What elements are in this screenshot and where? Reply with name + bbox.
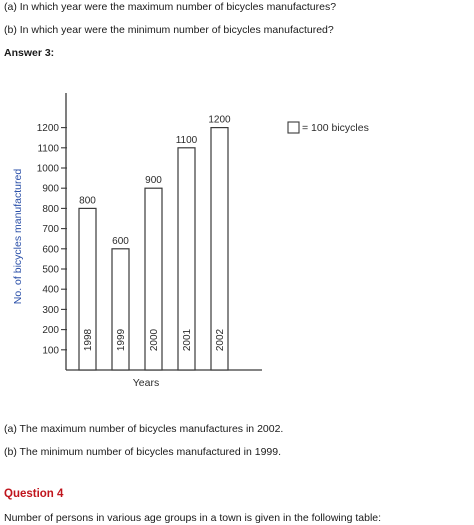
bar-category-label: 2002 [215,328,226,352]
y-tick-label: 800 [42,203,59,215]
question-4-heading: Question 4 [4,488,64,500]
bar-category-label: 2001 [182,328,193,352]
bar-value-label: 1100 [175,134,198,146]
answer-a: (a) The maximum number of bicycles manufactures in 2002. [4,423,284,435]
question-b: (b) In which year were the minimum number of bicycles manufactured? [4,24,334,36]
bar-category-label: 1999 [116,328,127,352]
legend-swatch [288,122,299,133]
answer-b: (b) The minimum number of bicycles manufactured in 1999. [4,446,282,458]
y-tick-label: 1100 [37,143,59,155]
answer-label: Answer 3: [4,47,55,59]
y-tick-label: 200 [42,325,59,337]
table-intro-text: Number of persons in various age groups in a town is given in the following table: [4,512,382,524]
y-tick-label: 300 [42,304,59,316]
question-a: (a) In which year were the maximum number of bicycles manufactures? [4,1,337,13]
bar-value-label: 600 [112,235,129,247]
y-tick-label: 600 [42,244,59,256]
x-axis-label: Years [132,377,160,389]
y-tick-label: 700 [42,224,59,236]
bar-value-label: 1200 [208,114,231,126]
y-tick-label: 500 [42,264,59,276]
bar-category-label: 1998 [83,328,94,352]
y-tick-label: 1200 [36,123,59,135]
y-tick-label: 100 [42,345,59,357]
y-tick-label: 400 [42,284,59,296]
y-tick-label: 1000 [36,163,59,175]
bar-value-label: 800 [79,195,96,207]
y-tick-label: 900 [42,183,59,195]
legend-text: = 100 bicycles [302,122,369,134]
bar-category-label: 2000 [149,328,160,352]
y-axis-label: No. of bicycles manufactured [12,168,24,305]
bar-value-label: 900 [145,175,162,187]
